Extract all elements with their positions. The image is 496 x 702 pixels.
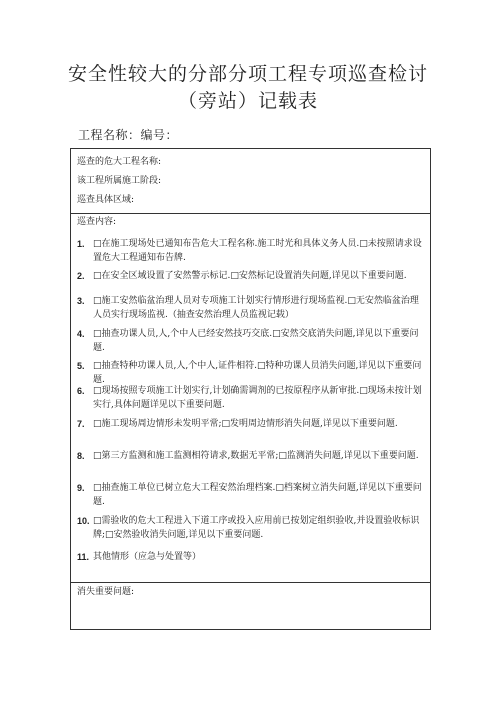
- item-number: 6.: [77, 386, 85, 396]
- document-subtitle: （旁站）记载表: [177, 90, 318, 112]
- hazard-project-name-row: 巡查的危大工程名称:: [77, 157, 162, 167]
- item-number: 10.: [77, 516, 90, 526]
- item-text: □抽查特种功课人员,人,个中人,证件相符.□特种功课人员消失问题,详见以下重要问题.: [93, 361, 422, 385]
- item-text: □需验收的危大工程进入下道工序或投入应用前已按划定组织验收,并设置验收标识牌;□安然验收消失问题,详见以下重要问题.: [93, 516, 420, 540]
- item-text: □施工现场周边情形未发明平常;□发明周边情形消失问题,详见以下重要问题.: [93, 419, 398, 429]
- item-number: 11.: [77, 552, 90, 562]
- construction-stage-row: 该工程所属施工阶段:: [77, 176, 162, 186]
- item-text: □施工安然临盆治理人员对专项施工计划实行情形进行现场监视.□无安然临盆治理人员实行现场监视.（抽查安然治理人员监视记载）: [93, 296, 419, 320]
- inspection-item: [77, 269, 422, 283]
- inspection-item: [77, 514, 422, 542]
- inspection-item: [77, 359, 422, 387]
- item-text: 其他情形（应急与处置等）: [93, 552, 202, 562]
- project-info-section: [71, 149, 430, 214]
- item-text: □抽查施工单位已树立危大工程安然治理档案.□档案树立消失问题,详见以下重要问题.: [93, 483, 422, 507]
- item-number: 5.: [77, 361, 85, 371]
- item-number: 7.: [77, 419, 85, 429]
- item-number: 9.: [77, 483, 85, 493]
- item-text: □在施工现场处已通知布告危大工程名称.施工时光和具体义务人员.□未按照请求设置危大工程通知布告牌.: [93, 239, 422, 263]
- inspection-item: [77, 550, 422, 564]
- inspection-item: [77, 417, 422, 431]
- item-number: 8.: [77, 451, 85, 461]
- inspection-content-heading: 巡查内容:: [77, 217, 117, 227]
- item-text: □在安全区域设置了安然警示标记.□安然标记设置消失问题,详见以下重要问题.: [93, 271, 407, 281]
- item-text: □抽查功课人员,人,个中人已经安然技巧交底.□安然交底消失问题,详见以下重要问题.: [93, 329, 419, 353]
- inspection-item: [77, 237, 422, 265]
- item-number: 4.: [77, 329, 85, 339]
- inspection-item: [77, 481, 422, 509]
- inspection-item: [77, 327, 422, 355]
- major-problems-label: 消失重要问题:: [77, 587, 135, 597]
- inspection-item: [77, 294, 422, 322]
- item-text: □现场按照专项施工计划实行,计划确需调剂的已按原程序从新审批.□现场未按计划实行,具体问题详见以下重要问题.: [93, 386, 422, 410]
- inspection-record-table: [70, 148, 431, 630]
- item-number: 3.: [77, 296, 85, 306]
- inspection-content-section: [71, 213, 430, 583]
- item-text: □第三方监测和施工监测相符请求,数据无平常;□监测消失问题,详见以下重要问题.: [93, 451, 419, 461]
- project-name-number-line: 工程名称：编号：: [78, 128, 179, 142]
- document-title: 安全性较大的分部分项工程专项巡查检讨: [67, 63, 428, 85]
- item-number: 1.: [77, 239, 85, 249]
- inspection-item: [77, 384, 422, 412]
- item-number: 2.: [77, 271, 85, 281]
- inspection-area-row: 巡查具体区域:: [77, 195, 135, 205]
- inspection-item: [77, 449, 422, 463]
